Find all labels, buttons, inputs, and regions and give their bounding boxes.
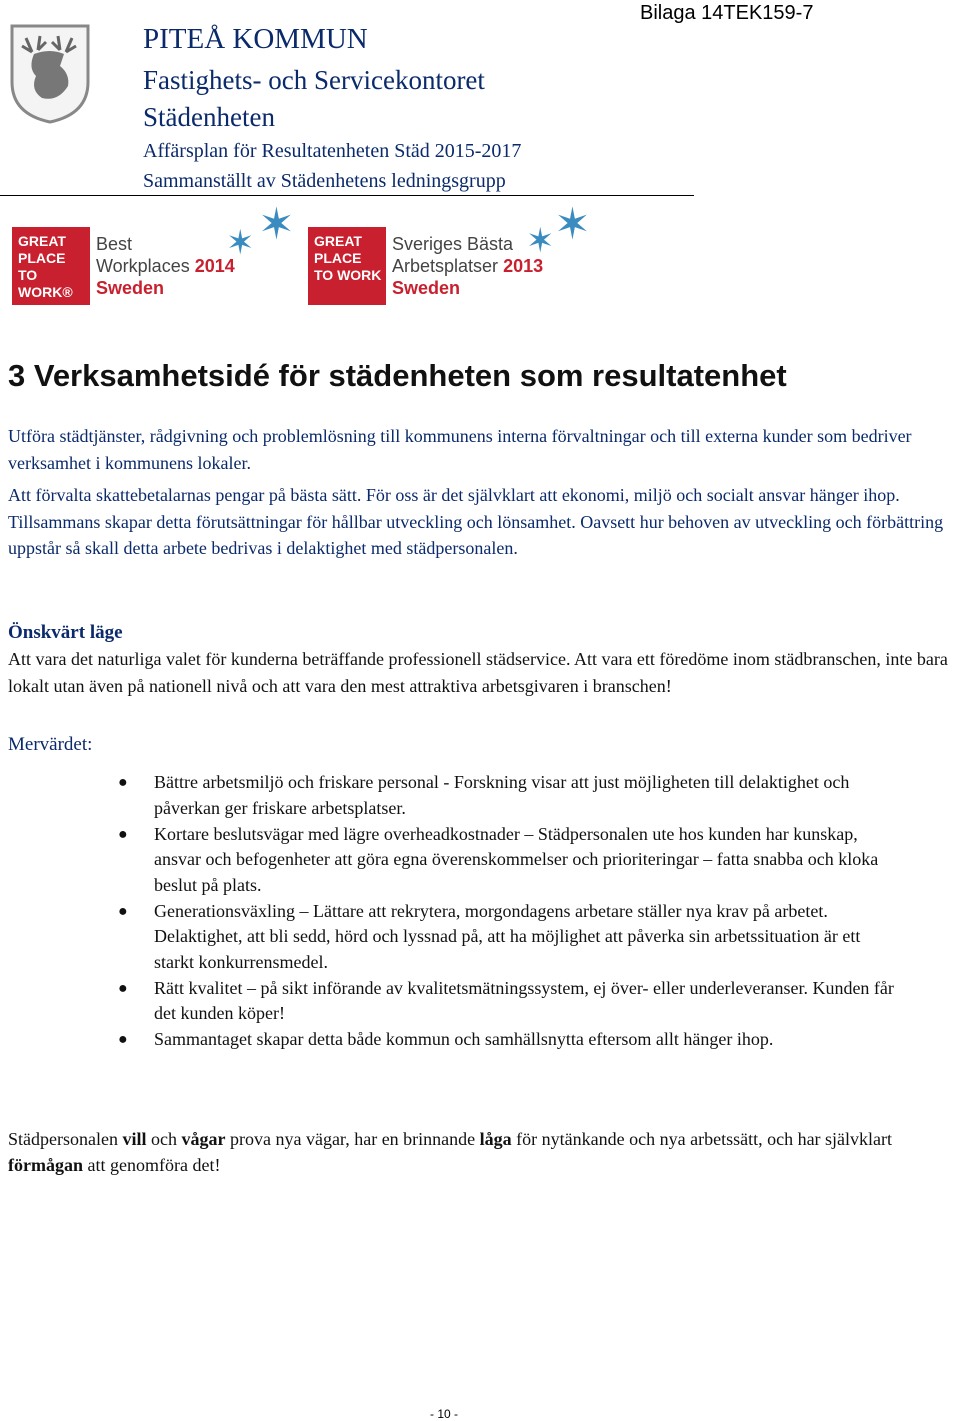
- list-item-text: Rätt kvalitet – på sikt införande av kvalitetsmätningssystem, ej över- eller underleveranser. Kunden får det kunden köper!: [154, 977, 894, 1023]
- closing-text: prova nya vägar, har en brinnande: [225, 1129, 480, 1149]
- list-item: [118, 976, 898, 1027]
- added-value-list: [118, 770, 898, 1053]
- star-icon: ✶: [258, 200, 295, 249]
- desired-state-paragraph: Att vara det naturliga valet för kunderna beträffande professionell städservice. Att vara ett föredöme inom städbranschen, inte bara lokalt utan även på nationell nivå och att vara den mest attraktiva arbetsgivaren i branschen!: [8, 649, 948, 696]
- closing-emphasis: vill: [122, 1129, 147, 1149]
- bullet-icon: ●: [118, 902, 128, 920]
- badge-year: 2013: [503, 256, 544, 276]
- attachment-reference: Bilaga 14TEK159-7: [640, 2, 814, 24]
- closing-paragraph: [8, 1126, 908, 1178]
- closing-text: att genomföra det!: [83, 1155, 221, 1175]
- badge-text: [96, 233, 235, 299]
- badge-line2-text: Workplaces: [96, 256, 190, 276]
- closing-text: och: [146, 1129, 182, 1149]
- closing-emphasis: förmågan: [8, 1155, 83, 1175]
- list-item: [118, 822, 898, 899]
- badge-year: 2014: [194, 256, 235, 276]
- department-name: Fastighets- och Servicekontoret: [143, 65, 485, 95]
- badge-line2: [96, 255, 235, 277]
- document-subtitle: Affärsplan för Resultatenheten Städ 2015-2017: [143, 140, 522, 162]
- list-item-text: Generationsväxling – Lättare att rekrytera, morgondagens arbetare ställer nya krav på arbetet. Delaktighet, att bli sedd, hörd och lyssnad på, att ha möjlighet att påverka sin arbetssituation är ett starkt konkurrensmedel.: [154, 900, 861, 972]
- great-place-to-work-logo: GREAT PLACE TO WORK: [308, 227, 386, 305]
- badge-line1: Sveriges Bästa: [392, 234, 514, 254]
- municipal-crest-reindeer-icon: [8, 22, 92, 124]
- list-item-text: Bättre arbetsmiljö och friskare personal - Forskning visar att just möjligheten till delaktighet och påverkan ger friskare arbetsplatser.: [154, 772, 850, 818]
- badge-text: [392, 233, 543, 299]
- star-icon: ✶: [226, 225, 255, 262]
- header-divider: [0, 195, 694, 196]
- section-heading: 3 Verksamhetsidé för städenheten som resultatenhet: [8, 358, 787, 393]
- list-item-text: Kortare beslutsvägar med lägre overheadkostnader – Städpersonalen ute hos kunden har kunskap, ansvar och befogenheter att göra egna överenskommelser och prioriteringar – fatta snabba och kloka beslut på plats.: [154, 823, 879, 895]
- list-item: [118, 770, 898, 821]
- closing-text: Städpersonalen: [8, 1129, 123, 1149]
- document-author-line: Sammanställt av Städenhetens ledningsgrupp: [143, 170, 506, 192]
- bullet-icon: ●: [118, 825, 128, 843]
- desired-state-heading: Önskvärt läge: [8, 622, 123, 643]
- badge-line2-text: Arbetsplatser: [392, 256, 499, 276]
- great-place-to-work-logo: GREAT PLACE TO WORK®: [12, 227, 90, 305]
- bullet-icon: ●: [118, 774, 128, 791]
- badge-country: Sweden: [96, 278, 165, 298]
- list-item-text: Sammantaget skapar detta både kommun och samhällsnytta eftersom allt hänger ihop.: [154, 1029, 774, 1049]
- unit-name: Städenheten: [143, 102, 275, 132]
- stewardship-paragraph: Att förvalta skattebetalarnas pengar på bästa sätt. För oss är det självklart att ekonomi, miljö och socialt ansvar hänger ihop. Tillsammans skapar detta förutsättningar för hållbar utveckling och lönsamhet. Oavsett hur behoven av utveckling och förbättring uppstår så skall detta arbete bedrivas i delaktighet med städpersonalen.: [8, 485, 944, 558]
- award-badge-2013: [304, 200, 594, 315]
- star-icon: ✶: [554, 200, 591, 249]
- page-number: - 10 -: [430, 1407, 459, 1421]
- organization-name: PITEÅ KOMMUN: [143, 23, 368, 55]
- list-item: [118, 1027, 898, 1053]
- closing-emphasis: låga: [479, 1129, 512, 1149]
- bullet-icon: ●: [118, 1031, 128, 1048]
- closing-text: för nytänkande och nya arbetssätt, och har självklart: [511, 1129, 893, 1149]
- badge-line2: [392, 255, 543, 277]
- mission-paragraph: Utföra städtjänster, rådgivning och problemlösning till kommunens interna förvaltningar och till externa kunder som bedriver verksamhet i kommunens lokaler.: [8, 426, 912, 473]
- badge-line1: Best: [96, 234, 133, 254]
- list-item: [118, 899, 898, 976]
- award-badge-2014: [8, 200, 298, 315]
- closing-emphasis: vågar: [181, 1129, 226, 1149]
- badge-country: Sweden: [392, 278, 461, 298]
- bullet-icon: ●: [118, 979, 128, 997]
- star-icon: ✶: [526, 223, 555, 260]
- added-value-heading: Mervärdet:: [8, 734, 93, 755]
